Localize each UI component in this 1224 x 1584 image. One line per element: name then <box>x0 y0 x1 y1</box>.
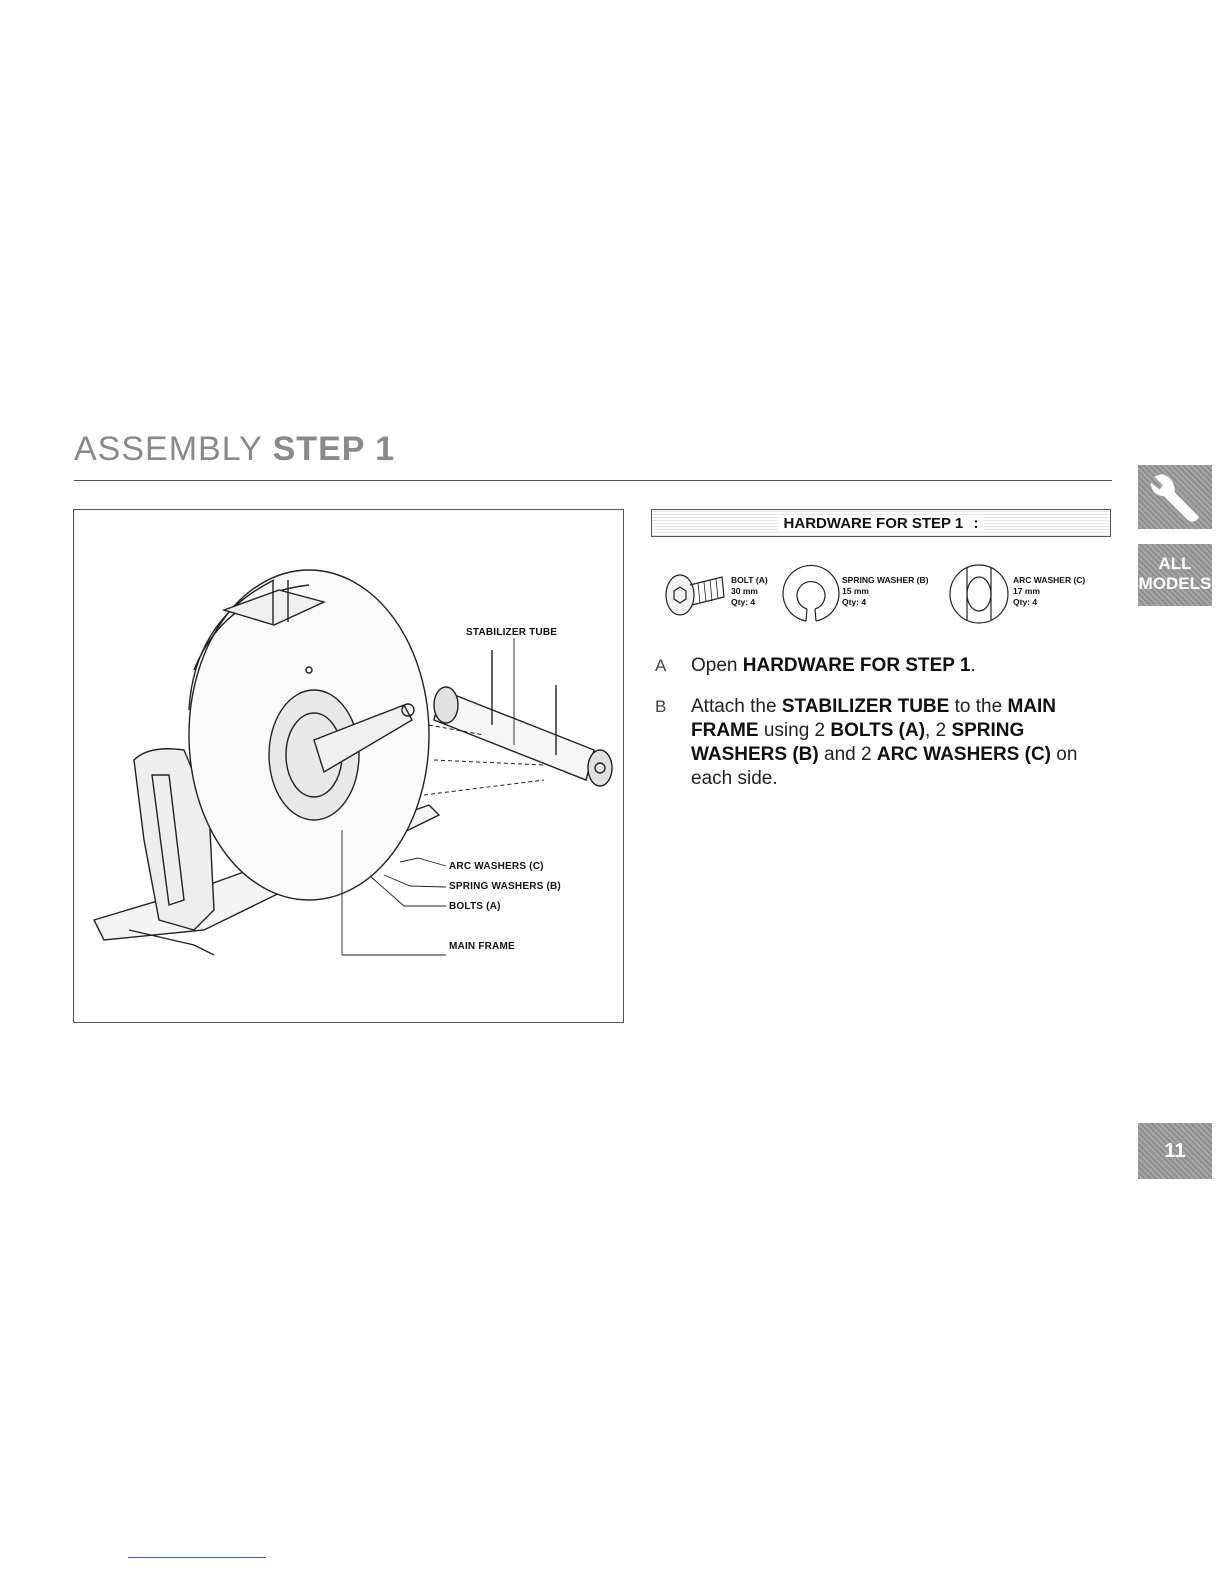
step-text-segment: Attach the <box>691 696 782 717</box>
page-number: 11 <box>1164 1140 1186 1162</box>
step-text-segment: , 2 <box>925 720 952 741</box>
step-text-segment: Open <box>691 655 743 676</box>
part-bolt-name: BOLT (A) <box>731 575 768 585</box>
step-text-segment: STABILIZER TUBE <box>781 696 950 717</box>
part-spring-washer-size: 15 mm <box>842 586 869 596</box>
step-text-segment: HARDWARE FOR STEP 1 <box>742 655 971 676</box>
title-divider <box>74 480 1112 481</box>
part-arc-washer-name: ARC WASHER (C) <box>1013 575 1086 585</box>
spring-washer-icon <box>780 563 842 625</box>
page-title <box>74 430 395 469</box>
part-bolt-size: 30 mm <box>731 586 758 596</box>
hardware-title: HARDWARE FOR STEP 1 <box>781 515 967 532</box>
step-a-text <box>691 654 1091 678</box>
step-text-segment: . <box>970 655 976 676</box>
step-a-letter: A <box>655 656 667 675</box>
page-title-bold: STEP 1 <box>272 430 396 468</box>
callout-arc-washers: ARC WASHERS (C) <box>449 861 544 872</box>
assembly-figure <box>73 509 624 1023</box>
callout-main-frame: MAIN FRAME <box>449 941 515 952</box>
page-number-tab <box>1138 1123 1212 1179</box>
part-spring-washer-qty: Qty: 4 <box>842 597 867 607</box>
callout-bolts: BOLTS (A) <box>449 901 501 912</box>
step-text-segment: to the <box>949 696 1008 717</box>
step-b-text <box>691 695 1091 791</box>
all-models-line2: MODELS <box>1138 574 1212 593</box>
bolt-icon <box>662 563 732 623</box>
all-models-line1: ALL <box>1158 554 1192 573</box>
arc-washer-icon <box>948 563 1010 625</box>
step-text-segment: ARC WASHERS (C) <box>876 744 1052 765</box>
exploded-elliptical-frame-drawing <box>74 510 625 1024</box>
hardware-header <box>651 509 1111 537</box>
hardware-title-suffix: : <box>970 515 981 532</box>
part-spring-washer <box>780 563 945 623</box>
step-text-segment: and 2 <box>818 744 877 765</box>
callout-stabilizer-tube: STABILIZER TUBE <box>466 627 558 638</box>
part-arc-washer <box>948 563 1088 623</box>
all-models-tab <box>1138 544 1212 606</box>
step-text-segment: BOLTS (A) <box>830 720 926 741</box>
part-bolt-qty: Qty: 4 <box>731 597 756 607</box>
tools-tab <box>1138 465 1212 529</box>
step-b-letter: B <box>655 697 667 716</box>
step-text-segment: using 2 <box>758 720 831 741</box>
part-arc-washer-qty: Qty: 4 <box>1013 597 1038 607</box>
part-bolt <box>662 563 777 623</box>
part-spring-washer-name: SPRING WASHER (B) <box>842 575 929 585</box>
step-text-segment: on each side. <box>691 744 1078 789</box>
page-title-light: ASSEMBLY <box>74 430 263 468</box>
step-text-segment: MAIN FRAME <box>691 696 1056 741</box>
wrench-icon <box>1138 465 1212 529</box>
footer-link-line <box>128 1557 266 1558</box>
part-arc-washer-size: 17 mm <box>1013 586 1040 596</box>
callout-spring-washers: SPRING WASHERS (B) <box>449 881 561 892</box>
step-text-segment: SPRING WASHERS (B) <box>691 720 1025 765</box>
